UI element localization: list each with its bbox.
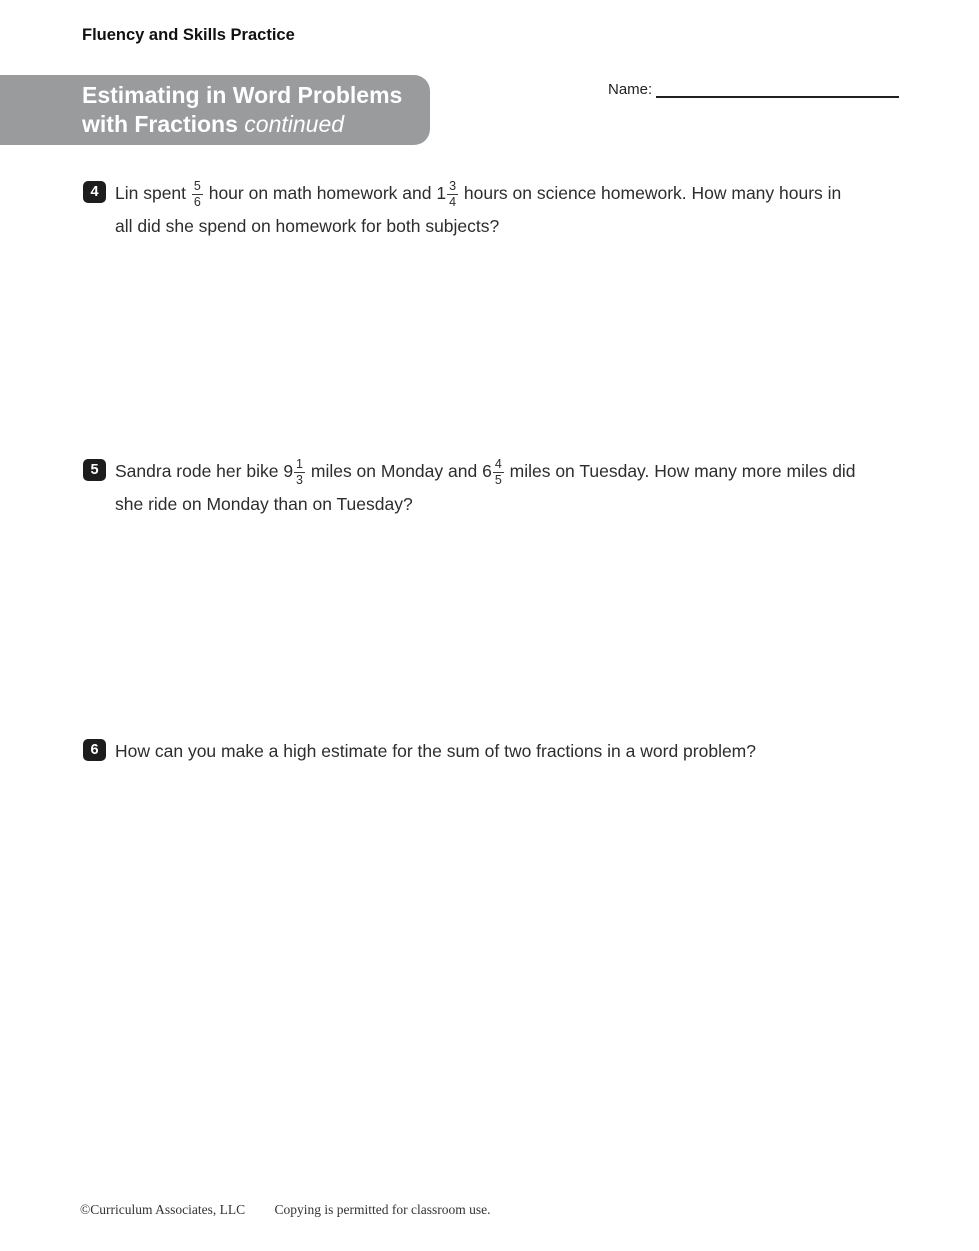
copy-permission-text: Copying is permitted for classroom use. [274, 1202, 491, 1217]
name-field-row [608, 81, 899, 98]
lesson-title [0, 81, 402, 139]
problem-6 [83, 735, 895, 768]
copyright-text: ©Curriculum Associates, LLC [80, 1202, 246, 1217]
lesson-title-banner [0, 75, 430, 145]
problem-text: Sandra rode her bike 9 $\frac{1}{3}$ miles on Monday and 6 $\frac{4}{5}$ miles on Tuesday. How many more miles did she ride on Monday than on Tuesday? [115, 456, 856, 514]
fraction: 1 $\frac{3}{4}$ [436, 178, 457, 209]
lesson-title-line1: Estimating in Word Problems [82, 82, 403, 108]
problem-text: Lin spent $\frac{5}{6}$ hour on math homework and 1 $\frac{3}{4}$ hours on science homework. How many hours in all did she spend on homework for both subjects? [115, 178, 842, 236]
problem-number-badge: 4 [83, 181, 106, 203]
problem-number-badge: 5 [83, 459, 106, 481]
lesson-title-continued: continued [244, 111, 345, 137]
name-label: Name: [608, 81, 653, 98]
fraction: 6 $\frac{4}{5}$ [482, 456, 502, 487]
fraction: 9 $\frac{1}{3}$ [283, 456, 303, 487]
name-input-line[interactable] [656, 81, 899, 98]
problem-5 [83, 455, 895, 521]
problem-4 [83, 177, 895, 243]
worksheet-series-title: Fluency and Skills Practice [82, 26, 295, 44]
fraction: $\frac{5}{6}$ [193, 178, 201, 209]
problem-number-badge: 6 [83, 739, 106, 761]
page-footer [80, 1202, 490, 1218]
lesson-title-line2: with Fractions [82, 111, 238, 137]
problem-text: How can you make a high estimate for the sum of two fractions in a word problem? [115, 741, 756, 761]
